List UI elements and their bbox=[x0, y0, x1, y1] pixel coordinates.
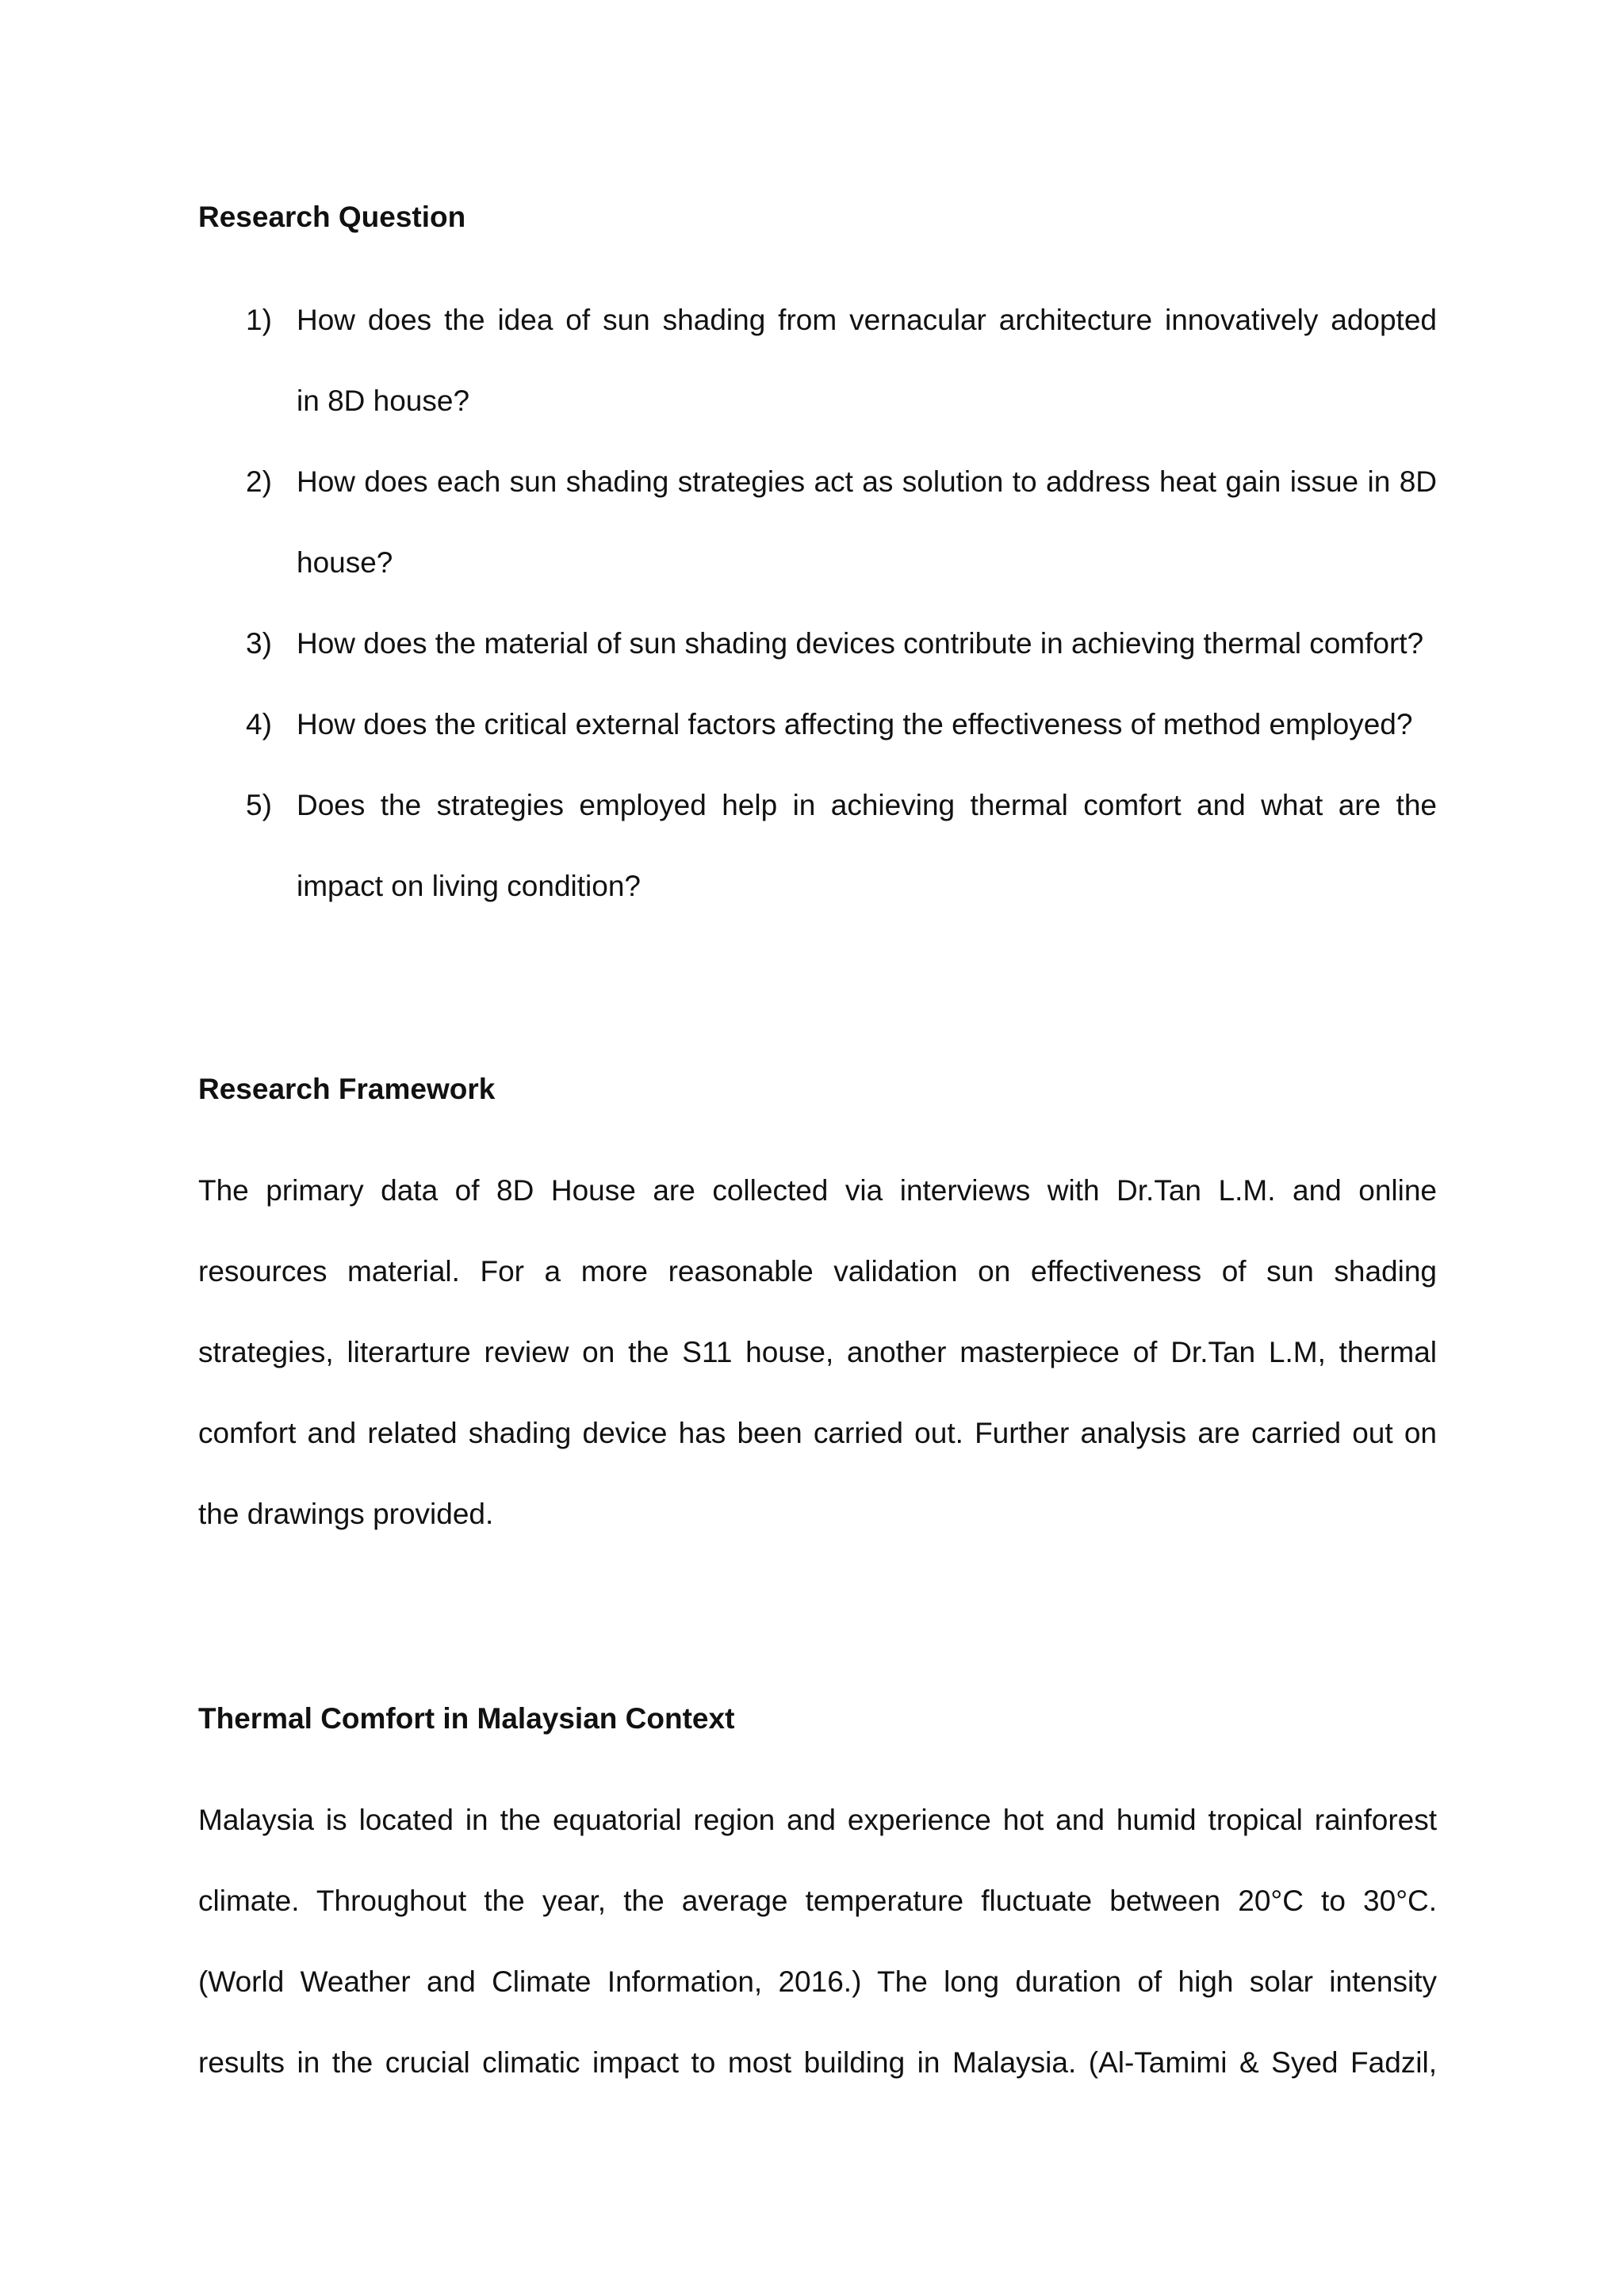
research-framework-heading: Research Framework bbox=[198, 1073, 496, 1105]
question-number: 2) bbox=[246, 465, 272, 498]
paragraph-line: results in the crucial climatic impact to most building in Malaysia. (Al-Tamimi & Syed Fadzil, bbox=[198, 2046, 1437, 2079]
paragraph-line: The primary data of 8D House are collected via interviews with Dr.Tan L.M. and online bbox=[198, 1174, 1437, 1207]
paragraph-line: the drawings provided. bbox=[198, 1498, 494, 1530]
question-line: impact on living condition? bbox=[297, 870, 641, 902]
paragraph-line: (World Weather and Climate Information, 2016.) The long duration of high solar intensity bbox=[198, 1965, 1437, 1998]
question-line: house? bbox=[297, 546, 393, 579]
question-number: 4) bbox=[246, 708, 272, 740]
question-line: How does the material of sun shading devices contribute in achieving thermal comfort? bbox=[297, 627, 1424, 660]
paragraph-line: strategies, literarture review on the S11 house, another masterpiece of Dr.Tan L.M, thermal bbox=[198, 1336, 1437, 1368]
paragraph-line: resources material. For a more reasonable validation on effectiveness of sun shading bbox=[198, 1255, 1437, 1288]
question-line: How does the critical external factors affecting the effectiveness of method employed? bbox=[297, 708, 1413, 740]
paragraph-line: Malaysia is located in the equatorial region and experience hot and humid tropical rainforest bbox=[198, 1804, 1437, 1836]
question-line: Does the strategies employed help in achieving thermal comfort and what are the bbox=[297, 789, 1437, 821]
question-line: in 8D house? bbox=[297, 385, 470, 417]
research-question-heading: Research Question bbox=[198, 201, 466, 233]
thermal-comfort-heading: Thermal Comfort in Malaysian Context bbox=[198, 1702, 735, 1735]
question-number: 1) bbox=[246, 304, 272, 336]
paragraph-line: climate. Throughout the year, the average temperature fluctuate between 20°C to 30°C. bbox=[198, 1885, 1437, 1917]
question-line: How does the idea of sun shading from vernacular architecture innovatively adopted bbox=[297, 304, 1437, 336]
question-number: 3) bbox=[246, 627, 272, 660]
question-number: 5) bbox=[246, 789, 272, 821]
paragraph-line: comfort and related shading device has been carried out. Further analysis are carried out on bbox=[198, 1417, 1437, 1449]
question-line: How does each sun shading strategies act as solution to address heat gain issue in 8D bbox=[297, 465, 1437, 498]
